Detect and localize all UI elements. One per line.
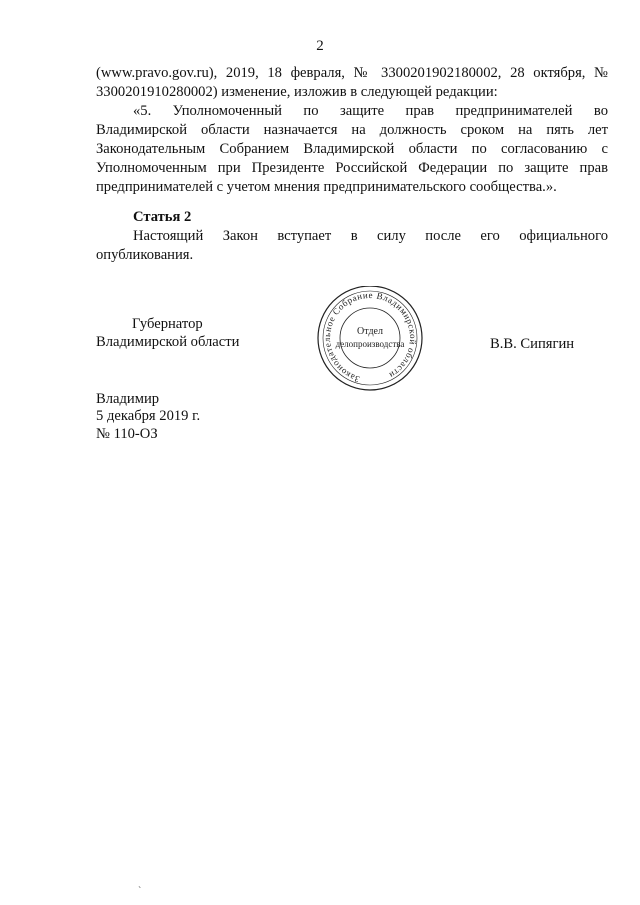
footer-date: 5 декабря 2019 г. [96, 408, 201, 424]
article-2 [96, 208, 608, 265]
article-line: опубликования. [96, 247, 194, 263]
amendment-line: предпринимателей с учетом мнения предпринимательского сообщества.». [96, 179, 557, 195]
signatory-title: Губернатор [132, 316, 203, 332]
svg-text:Законодательное Собрание Влади [322, 290, 418, 384]
signatory-name: В.В. Сипягин [490, 336, 575, 352]
seal-ring-text: Законодательное Собрание Владимирской области [321, 289, 419, 385]
office-stamp [306, 286, 434, 396]
intro-line: (www.pravo.gov.ru), 2019, 18 февраля, № 3300201902180002, 28 октября, № [96, 65, 608, 81]
page-number: 2 [316, 38, 324, 54]
intro-paragraph [96, 64, 608, 102]
quoted-amendment [96, 102, 608, 197]
signatory-region: Владимирской области [96, 334, 240, 350]
amendment-line: Уполномоченным при Президенте Российской Федерации по защите прав [96, 160, 608, 176]
amendment-line: «5. Уполномоченный по защите прав предпринимателей во [133, 103, 608, 119]
footer-city: Владимир [96, 391, 160, 407]
corner-mark: ` [138, 886, 142, 897]
amendment-line: Владимирской области назначается на должность сроком на пять лет [96, 122, 608, 138]
seal-center-line: делопроизводства [335, 339, 405, 349]
intro-line: 3300201910280002) изменение, изложив в следующей редакции: [96, 84, 498, 100]
seal-center-line: Отдел [357, 326, 383, 337]
amendment-line: Законодательным Собранием Владимирской области по согласованию с [96, 141, 608, 157]
footer-number: № 110-ОЗ [96, 426, 158, 442]
article-line: Настоящий Закон вступает в силу после его официального [133, 228, 608, 244]
article-heading: Статья 2 [133, 209, 192, 225]
